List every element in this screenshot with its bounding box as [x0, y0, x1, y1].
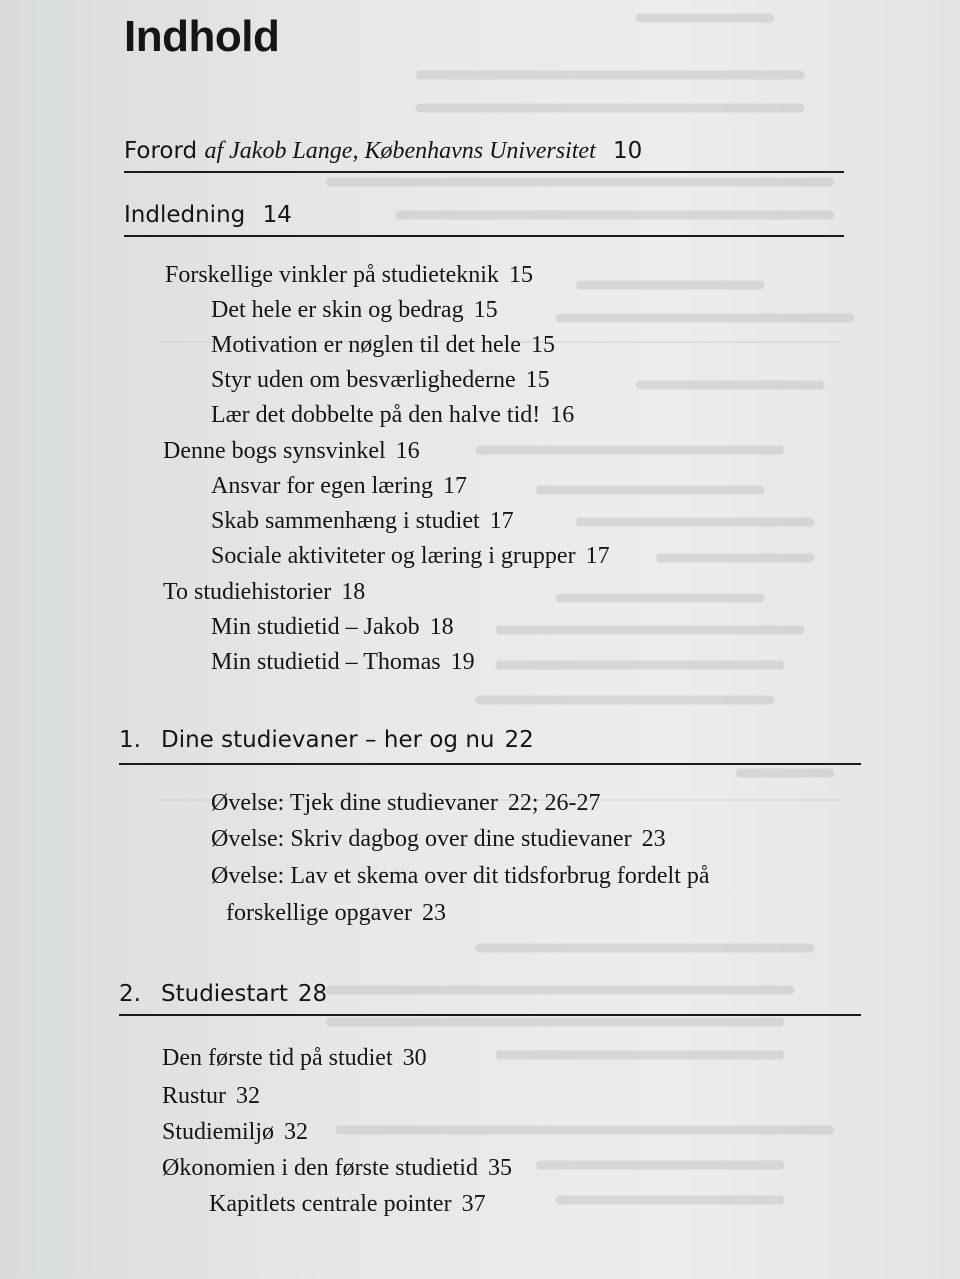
toc-entry-chapter-1 [119, 727, 534, 753]
entry-text: forskellige opgaver [226, 900, 412, 926]
entry-text: Motivation er nøglen til det hele [211, 332, 521, 358]
entry-text: Styr uden om besværlighederne [211, 367, 516, 393]
entry-text: Det hele er skin og bedrag [211, 297, 464, 323]
toc-subentry [209, 1191, 486, 1218]
foreword-page: 10 [613, 138, 643, 164]
toc-entry-foreword [124, 138, 642, 165]
entry-page: 15 [508, 262, 533, 288]
entry-text: Skab sammenhæng i studiet [211, 508, 480, 534]
chapter-page: 28 [297, 981, 328, 1007]
entry-page: 18 [429, 614, 454, 640]
toc-entry-chapter-2 [119, 981, 327, 1007]
entry-page: 17 [585, 543, 610, 569]
entry-page: 16 [550, 402, 575, 428]
entry-text: Studiemiljø [162, 1119, 275, 1145]
chapter-label: Studiestart [161, 981, 288, 1007]
entry-text: Øvelse: Tjek dine studievaner [211, 790, 498, 816]
divider [124, 171, 844, 173]
entry-text: Den første tid på studiet [162, 1045, 393, 1071]
entry-text: Øvelse: Skriv dagbog over dine studievaner [211, 826, 632, 852]
entry-page: 16 [395, 438, 420, 464]
intro-label: Indledning [124, 202, 246, 228]
entry-page: 19 [450, 649, 475, 675]
toc-subentry-continuation [226, 900, 446, 927]
entry-text: Min studietid – Jakob [211, 614, 420, 640]
entry-text: Kapitlets centrale pointer [209, 1191, 452, 1217]
entry-text: Forskellige vinkler på studieteknik [165, 262, 499, 288]
toc-subentry [211, 614, 454, 641]
toc-subentry [162, 1045, 427, 1072]
entry-text: Ansvar for egen læring [211, 473, 433, 499]
chapter-number: 2. [119, 981, 141, 1007]
entry-page: 32 [284, 1119, 309, 1145]
entry-page: 17 [442, 473, 467, 499]
foreword-label: Forord [124, 138, 198, 164]
toc-subentry [211, 473, 467, 500]
divider [119, 763, 861, 765]
chapter-label: Dine studievaner – her og nu [161, 727, 495, 753]
entry-page: 30 [402, 1045, 427, 1071]
entry-text: Denne bogs synsvinkel [163, 438, 386, 464]
toc-subentry [211, 297, 498, 324]
toc-subentry [211, 543, 610, 570]
entry-text: Rustur [162, 1083, 227, 1109]
intro-page: 14 [262, 202, 292, 228]
entry-page: 15 [530, 332, 555, 358]
entry-page: 37 [461, 1191, 486, 1217]
toc-subentry [211, 402, 574, 429]
entry-text: Min studietid – Thomas [211, 649, 441, 675]
entry-text: Øvelse: Lav et skema over dit tidsforbrug fordelt på [211, 863, 710, 889]
toc-subentry [162, 1155, 512, 1182]
divider [119, 1014, 861, 1016]
entry-page: 35 [487, 1155, 512, 1181]
toc-entry-intro [124, 202, 292, 228]
entry-page: 15 [525, 367, 550, 393]
toc-subentry [162, 1083, 260, 1110]
entry-text: Lær det dobbelte på den halve tid! [211, 402, 541, 428]
entry-text: Økonomien i den første studietid [162, 1155, 478, 1181]
toc-subentry [211, 863, 710, 890]
entry-page: 23 [641, 826, 666, 852]
toc-subentry [165, 262, 533, 289]
chapter-page: 22 [504, 727, 534, 753]
chapter-number: 1. [119, 727, 141, 753]
entry-page: 18 [341, 579, 366, 605]
divider [124, 235, 844, 237]
toc-subentry [163, 579, 365, 606]
toc-subentry [211, 367, 550, 394]
page-title: Indhold [124, 12, 280, 61]
entry-text: Sociale aktiviteter og læring i grupper [211, 543, 576, 569]
toc-subentry [163, 438, 420, 465]
entry-page: 17 [489, 508, 514, 534]
toc-subentry [211, 826, 666, 853]
toc-subentry [211, 790, 600, 817]
toc-subentry [211, 508, 514, 535]
entry-page: 15 [473, 297, 498, 323]
entry-page: 23 [421, 900, 446, 926]
entry-page: 32 [236, 1083, 261, 1109]
entry-text: To studiehistorier [163, 579, 332, 605]
entry-page: 22; 26-27 [507, 790, 601, 816]
toc-subentry [211, 332, 555, 359]
toc-subentry [162, 1119, 308, 1146]
toc-subentry [211, 649, 475, 676]
foreword-author: af Jakob Lange, Københavns Universitet [204, 138, 596, 164]
